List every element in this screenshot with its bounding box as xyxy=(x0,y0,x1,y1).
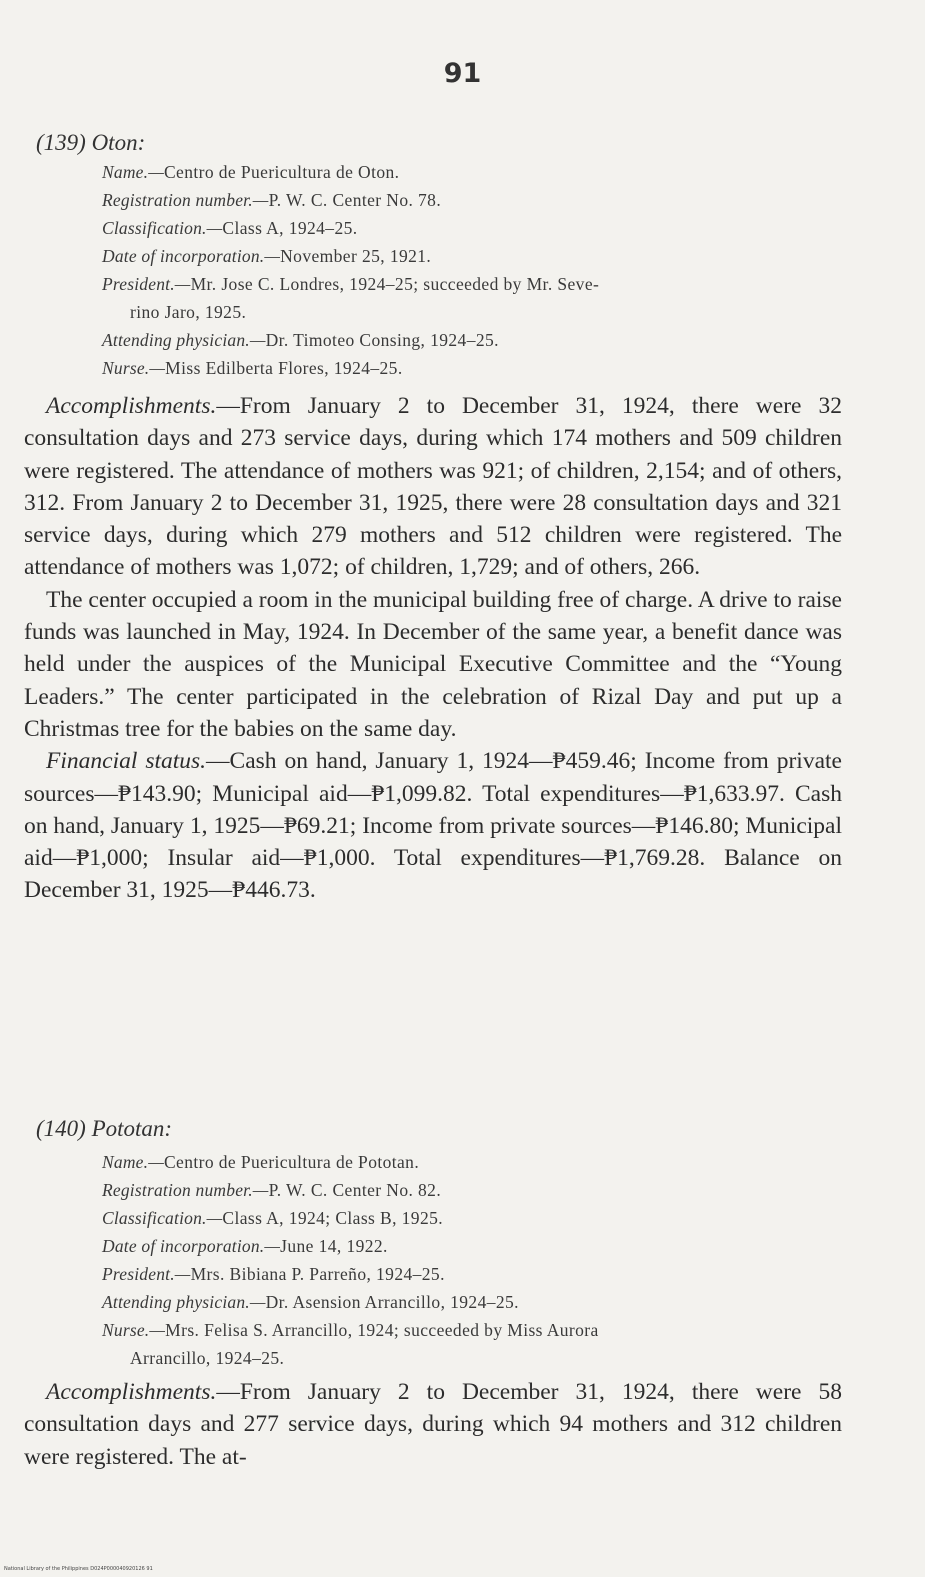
section-meta-oton xyxy=(102,158,842,382)
meta-registration: Registration number.—P. W. C. Center No. 78. xyxy=(102,190,442,210)
accomplishments-paragraph: Accomplishments.—From January 2 to December 31, 1924, there were 32 consultation days and 273 service days, during which 174 mothers and 509 children were registered. The attendance of mothers was 921; of children, 2,154; and of others, 312. From January 2 to December 31, 1925, there were 28 consultation days and 321 service days, during which 279 mothers and 512 children were registered. The attendance of mothers was 1,072; of children, 1,729; and of others, 266. xyxy=(24,393,842,581)
meta-president: President.—Mrs. Bibiana P. Parreño, 1924–25. xyxy=(102,1264,445,1284)
meta-nurse: Nurse.—Miss Edilberta Flores, 1924–25. xyxy=(102,358,403,378)
center-paragraph: The center occupied a room in the municipal building free of charge. A drive to raise funds was launched in May, 1924. In December of the same year, a benefit dance was held under the auspices of the Municipal Executive Committee and the “Young Leaders.” The center participated in the celebration of Rizal Day and put up a Christmas tree for the babies on the same day. xyxy=(24,586,842,742)
meta-physician: Attending physician.—Dr. Asension Arrancillo, 1924–25. xyxy=(102,1292,519,1312)
meta-classification: Classification.—Class A, 1924; Class B, 1925. xyxy=(102,1208,444,1228)
page-number: 91 xyxy=(443,58,482,89)
section-meta-pototan xyxy=(102,1148,842,1372)
financial-paragraph: Financial status.—Cash on hand, January 1, 1924—₱459.46; Income from private sources—₱143.90; Municipal aid—₱1,099.82. Total expenditures—₱1,633.97. Cash on hand, January 1, 1925—₱69.21; Income from private sources—₱146.80; Municipal aid—₱1,000; Insular aid—₱1,000. Total expenditures—₱1,769.28. Balance on December 31, 1925—₱446.73. xyxy=(24,748,842,904)
meta-name: Name.—Centro de Puericultura de Oton. xyxy=(102,162,400,182)
meta-nurse-continued: Arrancillo, 1924–25. xyxy=(130,1348,285,1368)
meta-classification: Classification.—Class A, 1924–25. xyxy=(102,218,358,238)
accomplishments-paragraph: Accomplishments.—From January 2 to December 31, 1924, there were 58 consultation days and 277 service days, during which 94 mothers and 312 children were registered. The at- xyxy=(24,1379,842,1470)
meta-president: President.—Mr. Jose C. Londres, 1924–25; succeeded by Mr. Seve- xyxy=(102,274,600,294)
meta-physician: Attending physician.—Dr. Timoteo Consing, 1924–25. xyxy=(102,330,499,350)
meta-president-continued: rino Jaro, 1925. xyxy=(130,302,247,322)
meta-incorporation: Date of incorporation.—June 14, 1922. xyxy=(102,1236,388,1256)
library-footer: National Library of the Philippines D024P000040920126 91 xyxy=(4,1566,153,1572)
section-heading-pototan: (140) Pototan: xyxy=(36,1116,173,1141)
section-body-oton xyxy=(24,390,842,907)
meta-name: Name.—Centro de Puericultura de Pototan. xyxy=(102,1152,420,1172)
section-body-pototan xyxy=(24,1376,842,1473)
meta-incorporation: Date of incorporation.—November 25, 1921. xyxy=(102,246,432,266)
section-heading-oton: (139) Oton: xyxy=(36,130,146,155)
meta-registration: Registration number.—P. W. C. Center No. 82. xyxy=(102,1180,442,1200)
meta-nurse: Nurse.—Mrs. Felisa S. Arrancillo, 1924; succeeded by Miss Aurora xyxy=(102,1320,599,1340)
